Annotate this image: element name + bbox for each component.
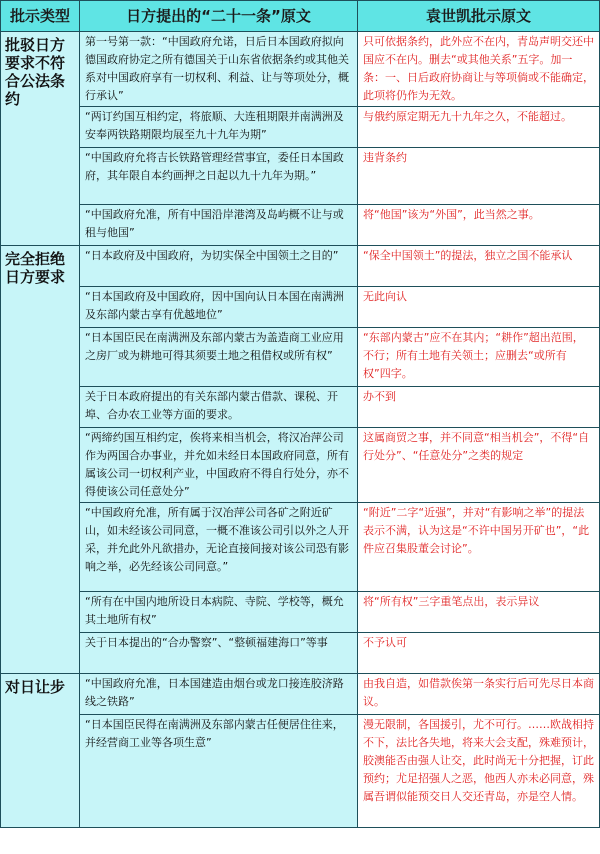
table-row [1, 715, 599, 827]
response-text-cell: 无此向认 [358, 287, 599, 327]
table-row [1, 205, 599, 245]
category-cell-concession: 对日让步 [1, 674, 79, 827]
table-row [1, 428, 599, 502]
original-text-cell: “日本国政府及中国政府，因中国向认日本国在南满洲及东部内蒙古享有优越地位” [80, 287, 357, 327]
original-text-cell: “日本国臣民在南满洲及东部内蒙古为盖造商工业应用之房厂或为耕地可得其须要土地之租借权或所有权” [80, 328, 357, 386]
original-text-cell: “中国政府允准，所有中国沿岸港湾及岛屿概不让与或租与他国” [80, 205, 357, 245]
table-row [1, 287, 599, 327]
header-row [1, 1, 599, 31]
original-text-cell: “中国政府允准，日本国建造由烟台或龙口接连胶济路线之铁路” [80, 674, 357, 714]
original-text-cell: “日本政府及中国政府，为切实保全中国领土之目的” [80, 246, 357, 286]
original-text-cell: “所有在中国内地所设日本病院、寺院、学校等，概允其土地所有权” [80, 592, 357, 632]
original-text-cell: “两缔约国互相约定，俟将来相当机会，将汉冶萍公司作为两国合办事业，并允如未经日本国政府同意，所有属该公司一切权利产业，中国政府不得自行处分，亦不得使该公司任意处分” [80, 428, 357, 502]
table-row [1, 107, 599, 147]
response-text-cell: “附近”二字“近强”，并对“有影响之举”的提法表示不满，认为这是“不许中国另开矿也”，“此件应召集股董会讨论”。 [358, 503, 599, 591]
table-row [1, 328, 599, 386]
table-row [1, 674, 599, 714]
table-row [1, 503, 599, 591]
response-text-cell: “保全中国领土”的提法，独立之国不能承认 [358, 246, 599, 286]
response-text-cell: 办不到 [358, 387, 599, 427]
header-original: 日方提出的“二十一条”原文 [80, 1, 357, 31]
header-response: 袁世凯批示原文 [358, 1, 599, 31]
original-text-cell: “中国政府允准，所有属于汉冶萍公司各矿之附近矿山，如未经该公司同意，一概不准该公司引以外之人开采，并允此外凡欲措办，无论直接间接对该公司恐有影响之举，必先经该公司同意。” [80, 503, 357, 591]
original-text-cell: “日本国臣民得在南满洲及东部内蒙古任便居住往来，并经营商工业等各项生意” [80, 715, 357, 827]
header-type: 批示类型 [1, 1, 79, 31]
table-row [1, 246, 599, 286]
original-text-cell: 关于日本政府提出的有关东部内蒙古借款、课税、开埠、合办农工业等方面的要求。 [80, 387, 357, 427]
original-text-cell: 关于日本提出的“合办警察”、“整顿福建海口”等事 [80, 633, 357, 673]
category-cell-reject-unlawful: 批驳日方要求不符合公法条约 [1, 32, 79, 245]
table-row [1, 32, 599, 106]
response-text-cell: 违背条约 [358, 148, 599, 204]
original-text-cell: “两订约国互相约定，将旅顺、大连租期限并南满洲及安奉两铁路期限均展至九十九年为期” [80, 107, 357, 147]
response-text-cell: “东部内蒙古”应不在其内；“耕作”超出范围，不行；所有土地有关领土；应删去“或所有权”四字。 [358, 328, 599, 386]
response-text-cell: 将“所有权”三字重笔点出，表示异议 [358, 592, 599, 632]
response-text-cell: 这属商贸之事，并不同意“相当机会”，不得“自行处分”、“任意处分”之类的规定 [358, 428, 599, 502]
original-text-cell: 第一号第一款：“中国政府允诺，日后日本国政府拟向德国政府协定之所有德国关于山东省依据条约或其他关系对中国政府享有一切权利、利益、让与等项处分，概行承认” [80, 32, 357, 106]
response-text-cell: 只可依据条约，此外应不在内，青岛声明交还中国应不在内。删去“或其他关系”五字。加一条：一、日后政府协商让与等项倘或不能确定，此项将仍作为无效。 [358, 32, 599, 106]
response-text-cell: 漫无限制，各国援引，尤不可行。……欧战相持不下，法比各失地，将来大会支配，殊难预计，胶澳能否由强人让交，此时尚无十分把握，订此预约；尤足招强人之恶，他西人亦未必同意，殊属吾谓似能预交日人交还青岛，亦是空人情。 [358, 715, 599, 827]
response-text-cell: 不予认可 [358, 633, 599, 673]
response-text-cell: 将“他国”该为“外国”，此当然之事。 [358, 205, 599, 245]
table-row [1, 387, 599, 427]
table-row [1, 592, 599, 632]
response-text-cell: 与俄约原定期无九十九年之久，不能超过。 [358, 107, 599, 147]
table-row [1, 148, 599, 204]
original-text-cell: “中国政府允将吉长铁路管理经营事宜，委任日本国政府，其年限自本约画押之日起以九十九年为期。” [80, 148, 357, 204]
table-row [1, 633, 599, 673]
category-cell-full-rejection: 完全拒绝日方要求 [1, 246, 79, 673]
response-text-cell: 由我自造，如借款俟第一条实行后可先尽日本商议。 [358, 674, 599, 714]
